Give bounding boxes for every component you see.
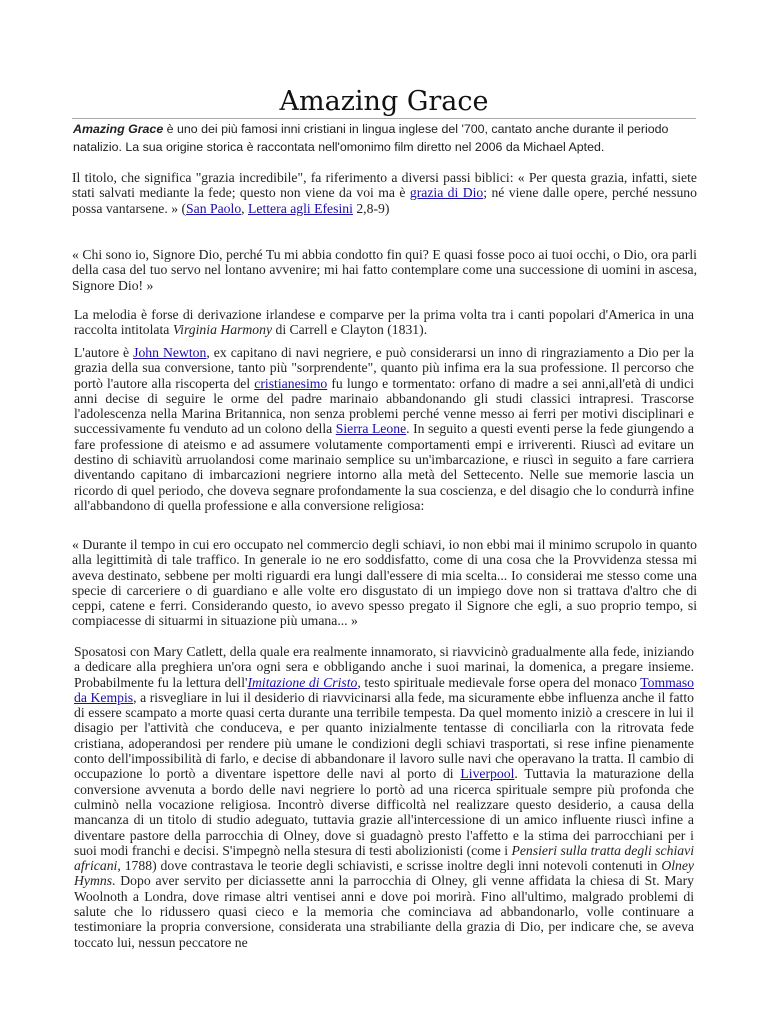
intro-bold-title: Amazing Grace [73,122,164,136]
link-san-paolo[interactable]: San Paolo [186,200,242,216]
link-sierra-leone[interactable]: Sierra Leone [335,421,407,437]
intro-text: è uno dei più famosi inni cristiani in lingua inglese del '700, cantato anche durante il periodo natalizio. La sua origine storica è raccontata nell'omonimo film diretto nel 2006 da Michael Apted. [73,122,669,154]
p3-text-4: . In seguito a questi eventi perse la fede giungendo a fare professione di ateismo e ad assumere volutamente comportamenti empi e irriverenti. Riuscì ad evitare un destino di schiavitù arruolandosi come marinaio semplice su un'imbarcazione, e riuscì in seguito a fare carriera diventando capitano di imbarcazioni negriere intorno alla metà del Settecento. Nelle sue memorie lascia un ricordo di quel periodo, che doveva segnare profondamente la sua coscienza, e del disagio che lo condurrà infine all'abbandono di quella professione e alla conversione religiosa: [74,421,694,513]
conversion-paragraph [74,644,694,950]
p1-text-3: , [241,200,249,216]
p2-text-1: La melodia è forse di derivazione irlandese e comparve per la prima volta tra i canti popolari d'America in una raccolta intitolata [74,307,694,338]
bible-quote: « Chi sono io, Signore Dio, perché Tu mi abbia condotto fin qui? E quasi fosse poco ai tuoi occhi, o Dio, ora parli della casa del tuo servo nel lontano avvenire; mi hai fatto contemplare come una successione di uomini in ascesa, Signore Dio! » [72,247,697,293]
link-tommaso-da-kempis[interactable]: Tommaso da Kempis [74,674,694,705]
p1-text-4: 2,8-9) [352,200,390,216]
link-liverpool[interactable]: Liverpool [460,766,515,782]
p4-text-3: , a risvegliare in lui il desiderio di riavvicinarsi alla fede, ma sicuramente ebbe influenza anche il fatto di essere scampato a morte quasi certa durante una terribile tempesta. Da quel momento iniziò a crescere in lui il disagio per l'attività che conduceva, e per quanto inizialmente tentasse di conciliarla con la ritrovata fede cristiana, adoperandosi per rendere più umane le condizioni degli schiavi trasportati, si rese infine pienamente conto dell'impossibilità di farlo, e decise di abbandonare il lavoro sulle navi che operavano la tratta. Il cambio di occupazione lo portò a diventare ispettore delle navi al porto di [74,689,694,782]
link-john-newton[interactable]: John Newton [133,345,207,360]
link-imitazione-di-cristo[interactable] [247,675,357,690]
p1-text-2: ; né viene dalle opere, perché nessuno possa vantarsene. » ( [72,185,697,216]
p1-text-1: Il titolo, che significa "grazia incredibile", fa riferimento a diversi passi biblici: « Per questa grazia, infatti, siete stati salvati mediante la fede; questo non viene da voi ma è [72,170,697,201]
p3-text-1: L'autore è [74,345,134,360]
link-cristianesimo[interactable]: cristianesimo [254,375,328,391]
link-lettera-agli-efesini[interactable]: Lettera agli Efesini [248,200,353,216]
pensieri-title: Pensieri sulla tratta degli schiavi africani [74,842,694,874]
title-divider [72,118,696,119]
p3-text-2: , ex capitano di navi negriere, e può considerarsi un inno di ringraziamento a Dio per la grazia della sua conversione, tanto più "sorprendente", quanto più infima era la sua professione. Il percorso che portò l'autore alla riscoperta del [74,345,694,391]
author-paragraph [74,345,694,513]
p4-text-4: . Tuttavia la maturazione della conversione avvenuta a bordo delle navi negriere lo portò ad una ricerca spirituale sempre più profonda che culminò nella vocazione religiosa. Incontrò diverse difficoltà nel realizzare questo desiderio, a causa della mancanza di un titolo di studio adeguato, tuttavia grazie all'intercessione di un amico influente riuscì infine a diventare pastore della parrocchia di Olney, dove si guadagnò presto l'affetto e la stima dei parrocchiani per i suoi modi franchi e decisi. S'impegnò nella stesura di testi abolizionisti (come i [74,766,694,858]
virginia-harmony-title: Virginia Harmony [172,322,273,338]
p3-text-3: fu lungo e tormentato: orfano di madre a sei anni,all'età di undici anni decise di seguire le orme del padre marinaio abbandonando gli studi classici intrapresi. Trascorse l'adolescenza nella Marina Britannica, non senza problemi perché venne messo ai ferri per motivi disciplinari e successivamente fu venduto ad un colono della [74,375,694,437]
title-meaning-paragraph [72,170,697,216]
p4-text-5: , 1788) dove contrastava le teorie degli schiavisti, e scrisse inoltre degli inni notevoli contenuti in [117,858,662,874]
intro-paragraph [73,121,696,156]
p2-text-2: di Carrell e Clayton (1831). [272,322,428,338]
p4-link1-italic: Imitazione di Cristo [247,674,358,690]
p4-text-1: Sposatosi con Mary Catlett, della quale era realmente innamorato, si riavvicinò gradualmente alla fede, iniziando a dedicare alla preghiera un'ora ogni sera e obbligando anche i suoi marinai, la domenica, a pregare insieme. Probabilmente fu la lettura dell' [74,644,694,690]
olney-hymns-title: Olney Hymns [74,858,694,889]
newton-quote: « Durante il tempo in cui ero occupato nel commercio degli schiavi, io non ebbi mai il minimo scrupolo in quanto alla legittimità di tale traffico. In generale io ne ero soddisfatto, come di una cosa che la Provvidenza stessa mi aveva destinato, sebbene per molti riguardi era lungi dall'essere di mia scelta... Io considerai me stesso come una specie di carceriere o di guardiano e alle volte ero disgustato di un impiego dove non si trattava d'altro che di ceppi, catene e ferri. Considerando questo, io avevo spesso pregato il Signore che egli, a suo proprio tempo, si compiacesse di situarmi in situazione più umana... » [72,537,697,629]
p4-text-6: . Dopo aver servito per diciassette anni la parrocchia di Olney, gli venne affidata la chiesa di St. Mary Woolnoth a Londra, dove rimase altri ventisei anni e dove poi morirà. Fino all'ultimo, malgrado problemi di salute che lo ridussero quasi cieco e la memoria che cominciava ad abbandonarlo, volle continuare a testimoniare la propria conversione, considerata una strabiliante della grazia di Dio, per indicare che, se aveva toccato lui, nessun peccatore ne [74,873,694,950]
p4-text-2: , testo spirituale medievale forse opera del monaco [357,674,641,690]
melody-paragraph [74,307,694,338]
page-title: Amazing Grace [279,86,489,117]
link-grazia-di-dio[interactable]: grazia di Dio [409,185,484,201]
